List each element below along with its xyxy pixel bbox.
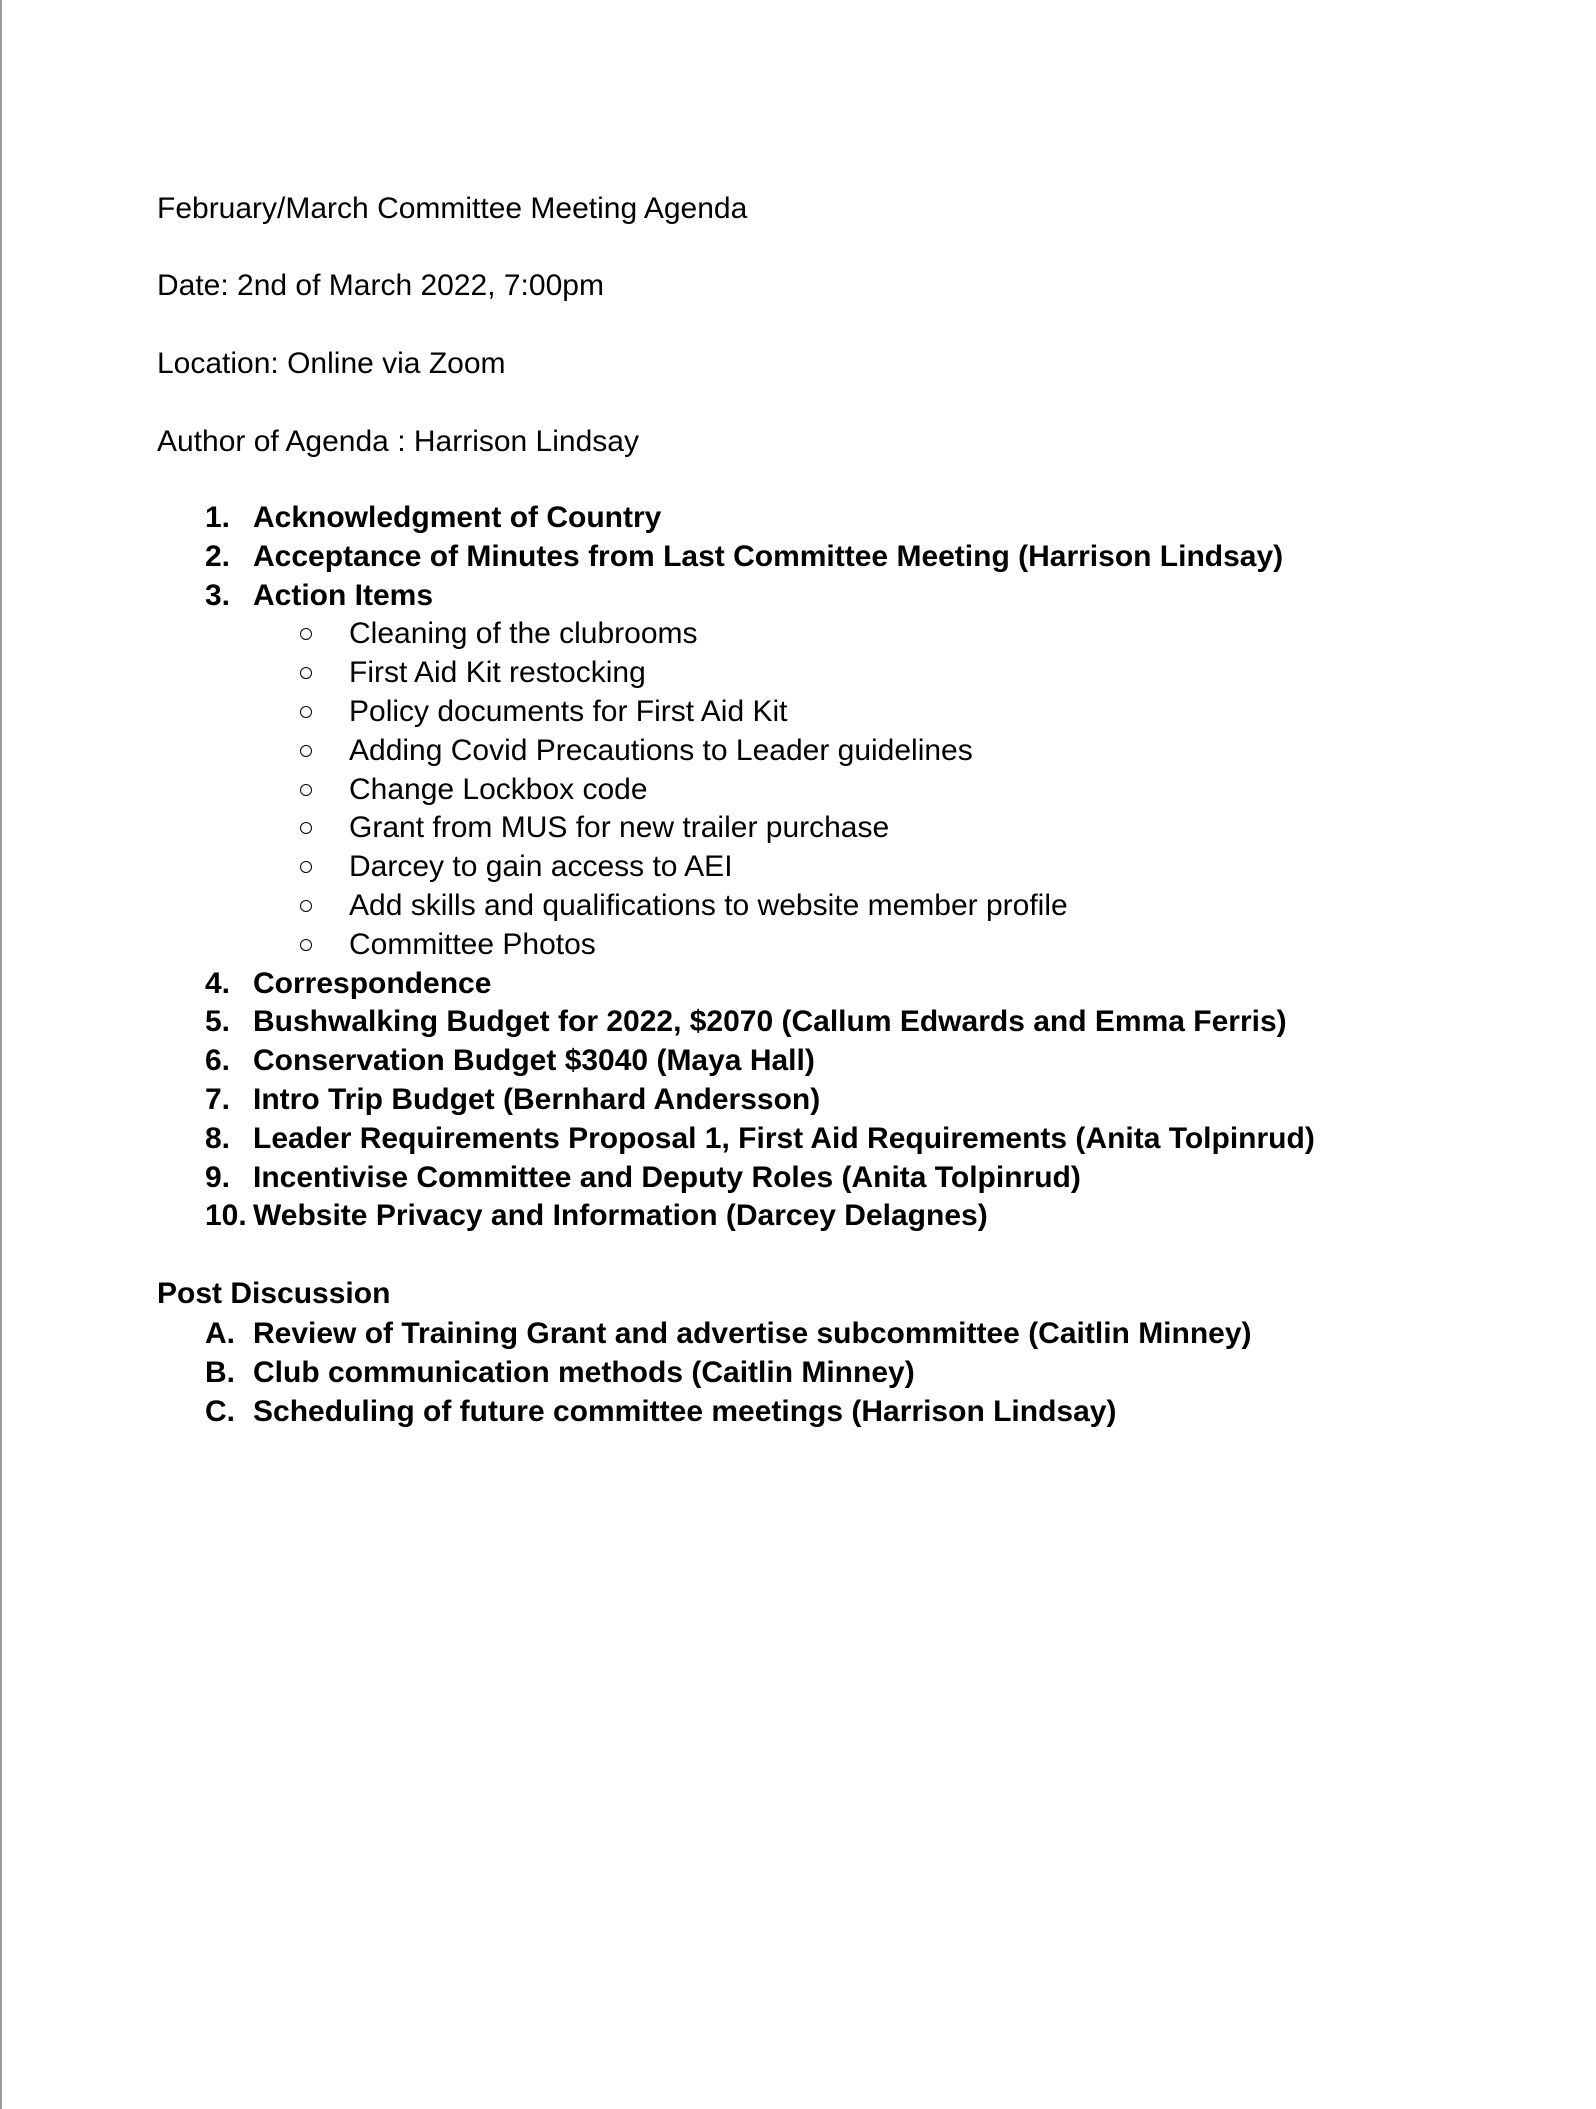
agenda-item-text: Correspondence [253, 966, 492, 1000]
agenda-item-number: 7. [205, 1082, 231, 1116]
post-discussion-text: Club communication methods (Caitlin Minney) [253, 1355, 915, 1389]
action-item-text: First Aid Kit restocking [349, 656, 646, 690]
agenda-item-number: 8. [205, 1121, 231, 1155]
post-discussion-letter: A. [205, 1317, 235, 1350]
post-discussion-text: Review of Training Grant and advertise subcommittee (Caitlin Minney) [253, 1317, 1252, 1350]
meeting-location: Location: Online via Zoom [157, 347, 506, 380]
post-discussion-heading: Post Discussion [157, 1277, 391, 1310]
agenda-title: February/March Committee Meeting Agenda [157, 192, 748, 225]
agenda-item-number: 2. [205, 539, 231, 573]
hollow-bullet-icon [300, 784, 312, 796]
hollow-bullet-icon [300, 706, 312, 718]
agenda-item-text: Conservation Budget $3040 (Maya Hall) [253, 1044, 815, 1078]
action-item-text: Change Lockbox code [349, 772, 648, 806]
action-item-text: Policy documents for First Aid Kit [349, 694, 788, 728]
agenda-item-text: Acknowledgment of Country [253, 501, 662, 534]
hollow-bullet-icon [300, 628, 312, 640]
agenda-author: Author of Agenda : Harrison Lindsay [157, 425, 639, 458]
action-item-text: Add skills and qualifications to website member profile [349, 888, 1068, 922]
hollow-bullet-icon [300, 861, 312, 873]
agenda-item-text: Leader Requirements Proposal 1, First Aid Requirements (Anita Tolpinrud) [253, 1121, 1315, 1155]
agenda-item-text: Bushwalking Budget for 2022, $2070 (Callum Edwards and Emma Ferris) [253, 1005, 1287, 1039]
agenda-item-number: 5. [205, 1005, 231, 1039]
hollow-bullet-icon [300, 900, 312, 912]
agenda-item-text: Intro Trip Budget (Bernhard Andersson) [253, 1082, 821, 1116]
post-discussion-letter: B. [205, 1355, 235, 1389]
agenda-item-text: Acceptance of Minutes from Last Committee Meeting (Harrison Lindsay) [253, 539, 1284, 573]
hollow-bullet-icon [300, 822, 312, 834]
hollow-bullet-icon [300, 667, 312, 679]
post-discussion-letter: C. [205, 1394, 235, 1428]
action-item-text: Committee Photos [349, 927, 596, 961]
agenda-item-text: Action Items [253, 578, 434, 612]
agenda-item-number: 1. [205, 501, 231, 534]
agenda-item-number: 9. [205, 1160, 231, 1194]
page-edge [0, 0, 2, 2109]
agenda-item-text: Website Privacy and Information (Darcey Delagnes) [253, 1199, 988, 1233]
post-discussion-text: Scheduling of future committee meetings (Harrison Lindsay) [253, 1394, 1117, 1428]
action-item-text: Adding Covid Precautions to Leader guidelines [349, 733, 973, 767]
agenda-item-number: 6. [205, 1044, 231, 1078]
agenda-item-number: 10. [205, 1199, 247, 1233]
hollow-bullet-icon [300, 939, 312, 951]
action-item-text: Cleaning of the clubrooms [349, 617, 698, 651]
agenda-item-number: 4. [205, 966, 231, 1000]
hollow-bullet-icon [300, 745, 312, 757]
meeting-date: Date: 2nd of March 2022, 7:00pm [157, 269, 604, 302]
agenda-item-number: 3. [205, 578, 231, 612]
action-item-text: Darcey to gain access to AEI [349, 850, 733, 884]
agenda-item-text: Incentivise Committee and Deputy Roles (Anita Tolpinrud) [253, 1160, 1081, 1194]
action-item-text: Grant from MUS for new trailer purchase [349, 811, 890, 845]
